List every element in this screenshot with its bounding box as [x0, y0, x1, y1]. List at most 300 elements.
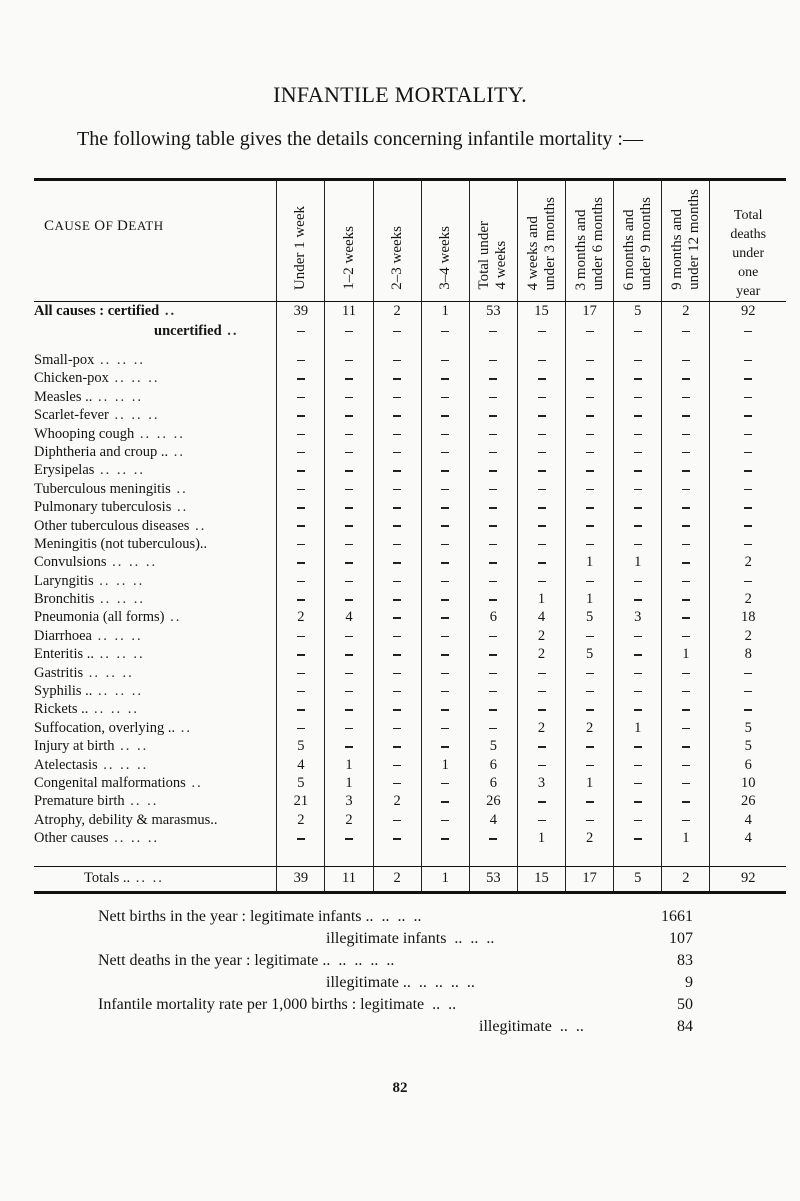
value-cell: [277, 719, 325, 737]
value-cell: [373, 701, 421, 719]
value-cell: [277, 425, 325, 443]
value-cell: [517, 480, 565, 498]
value-cell: 11: [325, 866, 373, 892]
nil-dash: [297, 673, 305, 675]
value-cell: [421, 321, 469, 341]
nil-dash: [634, 397, 642, 399]
spacer-cell: [277, 341, 325, 351]
cause-label: Enteritis .. .. .. ..: [34, 646, 145, 663]
cause-label: Whooping cough .. .. ..: [34, 425, 185, 442]
total-header-word: under: [732, 245, 765, 261]
total-header-word: Total: [733, 207, 763, 223]
spacer-cell: [421, 341, 469, 351]
value-cell: 1: [566, 774, 614, 792]
value-cell: [662, 793, 710, 811]
spacer-cell: [469, 341, 517, 351]
nil-dash: [441, 360, 449, 362]
value-cell: [662, 609, 710, 627]
nil-dash: [682, 434, 690, 436]
value-cell: 18: [710, 609, 786, 627]
nil-dash: [441, 636, 449, 638]
value-cell: [277, 498, 325, 516]
all-causes-certified-row: [34, 301, 786, 321]
value-cell: [469, 664, 517, 682]
nil-dash: [489, 709, 497, 711]
spacer-cell: [277, 848, 325, 866]
value-cell: [517, 793, 565, 811]
value-cell: [325, 590, 373, 608]
nil-dash: [393, 838, 401, 840]
row-spacer: [34, 341, 786, 351]
spacer-cell: [614, 848, 662, 866]
value-cell: 2: [277, 811, 325, 829]
value-cell: [662, 719, 710, 737]
value-cell: [325, 480, 373, 498]
value-cell: 5: [614, 866, 662, 892]
nil-dash: [393, 599, 401, 601]
cause-label: Measles .. .. .. ..: [34, 388, 144, 405]
nil-dash: [297, 489, 305, 491]
value-cell: [421, 829, 469, 847]
value-cell: [325, 664, 373, 682]
value-cell: [517, 443, 565, 461]
column-header-label: 3–4 weeks: [436, 226, 453, 290]
value-cell: [662, 774, 710, 792]
value-cell: [614, 517, 662, 535]
value-cell: [662, 351, 710, 369]
value-cell: [517, 370, 565, 388]
value-cell: [614, 793, 662, 811]
value-cell: [469, 719, 517, 737]
nil-dash: [634, 452, 642, 454]
value-cell: [325, 351, 373, 369]
cause-label: Bronchitis .. .. ..: [34, 591, 146, 608]
value-cell: [662, 554, 710, 572]
value-cell: [710, 682, 786, 700]
nil-dash: [345, 673, 353, 675]
nil-dash: [586, 691, 594, 693]
value-cell: 1: [566, 554, 614, 572]
nil-dash: [538, 562, 546, 564]
value-cell: [710, 370, 786, 388]
nil-dash: [682, 746, 690, 748]
value-cell: 53: [469, 301, 517, 321]
nil-dash: [682, 820, 690, 822]
value-cell: 5: [277, 774, 325, 792]
intro-text: The following table gives the details concerning infantile mortality :—: [77, 128, 643, 150]
nil-dash: [634, 673, 642, 675]
nil-dash: [345, 728, 353, 730]
nil-dash: [393, 507, 401, 509]
value-cell: 2: [277, 609, 325, 627]
nil-dash: [297, 544, 305, 546]
value-cell: 26: [710, 793, 786, 811]
nil-dash: [297, 507, 305, 509]
value-cell: [662, 370, 710, 388]
nil-dash: [744, 673, 752, 675]
cause-label: All causes : certified ..: [34, 303, 177, 320]
nil-dash: [345, 434, 353, 436]
value-cell: 1: [517, 829, 565, 847]
value-cell: [566, 738, 614, 756]
column-header-label: 6 months and under 9 months: [620, 196, 654, 290]
value-cell: 2: [517, 719, 565, 737]
nil-dash: [634, 838, 642, 840]
nil-dash: [744, 378, 752, 380]
nil-dash: [634, 820, 642, 822]
value-cell: [373, 719, 421, 737]
nil-dash: [297, 397, 305, 399]
nil-dash: [744, 544, 752, 546]
value-cell: [517, 351, 565, 369]
column-header: [277, 180, 325, 302]
table-row: [34, 738, 786, 756]
nil-dash: [634, 746, 642, 748]
nil-dash: [441, 562, 449, 564]
nil-dash: [393, 452, 401, 454]
value-cell: 2: [710, 590, 786, 608]
value-cell: 5: [710, 738, 786, 756]
nil-dash: [393, 673, 401, 675]
nil-dash: [682, 636, 690, 638]
spacer-cell: [469, 848, 517, 866]
value-cell: [517, 321, 565, 341]
spacer-cell: [373, 848, 421, 866]
summary-line: [98, 928, 693, 950]
summary-value: 1661: [661, 908, 693, 925]
value-cell: 4: [469, 811, 517, 829]
column-header: [325, 180, 373, 302]
row-spacer: [34, 848, 786, 866]
value-cell: [277, 554, 325, 572]
value-cell: [566, 664, 614, 682]
value-cell: [614, 590, 662, 608]
nil-dash: [297, 636, 305, 638]
nil-dash: [489, 636, 497, 638]
nil-dash: [441, 378, 449, 380]
table-row: [34, 609, 786, 627]
nil-dash: [489, 562, 497, 564]
column-header-label: Under 1 week: [292, 205, 309, 290]
cause-label: Other causes .. .. ..: [34, 830, 160, 847]
nil-dash: [297, 581, 305, 583]
value-cell: 5: [614, 301, 662, 321]
value-cell: 2: [517, 627, 565, 645]
column-header-label: 3 months and under 6 months: [572, 196, 606, 290]
value-cell: [517, 572, 565, 590]
births-deaths-summary: [98, 906, 693, 1038]
nil-dash: [682, 581, 690, 583]
value-cell: [277, 517, 325, 535]
value-cell: [662, 738, 710, 756]
value-cell: [517, 664, 565, 682]
page-number: 82: [392, 1080, 408, 1096]
nil-dash: [744, 360, 752, 362]
nil-dash: [441, 489, 449, 491]
value-cell: [325, 701, 373, 719]
value-cell: [325, 321, 373, 341]
spacer-cell: [34, 848, 277, 866]
nil-dash: [634, 434, 642, 436]
value-cell: 2: [373, 301, 421, 321]
value-cell: [277, 535, 325, 553]
value-cell: [325, 498, 373, 516]
nil-dash: [441, 470, 449, 472]
nil-dash: [538, 415, 546, 417]
value-cell: [325, 829, 373, 847]
value-cell: [469, 370, 517, 388]
value-cell: [469, 425, 517, 443]
total-header-word: deaths: [730, 226, 767, 242]
spacer-cell: [517, 848, 565, 866]
cause-of-death-header: [34, 180, 277, 302]
nil-dash: [297, 331, 305, 333]
value-cell: 53: [469, 866, 517, 892]
value-cell: [421, 535, 469, 553]
nil-dash: [393, 397, 401, 399]
summary-line: [98, 972, 693, 994]
nil-dash: [345, 331, 353, 333]
value-cell: [421, 407, 469, 425]
value-cell: [325, 425, 373, 443]
value-cell: [373, 774, 421, 792]
nil-dash: [393, 562, 401, 564]
value-cell: [421, 646, 469, 664]
value-cell: [566, 756, 614, 774]
nil-dash: [345, 489, 353, 491]
value-cell: 1: [421, 866, 469, 892]
value-cell: [277, 682, 325, 700]
table-row: [34, 664, 786, 682]
spacer-cell: [710, 848, 786, 866]
value-cell: [710, 572, 786, 590]
value-cell: [421, 462, 469, 480]
value-cell: [566, 407, 614, 425]
table-row: [34, 517, 786, 535]
nil-dash: [297, 452, 305, 454]
nil-dash: [634, 654, 642, 656]
table-row: [34, 627, 786, 645]
value-cell: [469, 388, 517, 406]
value-cell: [421, 443, 469, 461]
value-cell: [469, 646, 517, 664]
value-cell: [614, 682, 662, 700]
cause-label: Diarrhoea .. .. ..: [34, 627, 143, 644]
value-cell: [373, 535, 421, 553]
value-cell: [325, 407, 373, 425]
nil-dash: [297, 434, 305, 436]
nil-dash: [538, 434, 546, 436]
nil-dash: [586, 378, 594, 380]
summary-line: [98, 950, 693, 972]
cause-label: Suffocation, overlying .. ..: [34, 719, 192, 736]
value-cell: [614, 425, 662, 443]
nil-dash: [489, 838, 497, 840]
nil-dash: [345, 746, 353, 748]
value-cell: [277, 646, 325, 664]
nil-dash: [682, 397, 690, 399]
value-cell: [517, 738, 565, 756]
value-cell: [421, 682, 469, 700]
table-row: [34, 719, 786, 737]
value-cell: 92: [710, 866, 786, 892]
value-cell: [469, 572, 517, 590]
value-cell: [566, 388, 614, 406]
value-cell: [325, 517, 373, 535]
spacer-cell: [325, 341, 373, 351]
nil-dash: [489, 673, 497, 675]
nil-dash: [489, 360, 497, 362]
value-cell: [517, 425, 565, 443]
value-cell: [373, 407, 421, 425]
nil-dash: [586, 397, 594, 399]
nil-dash: [682, 783, 690, 785]
nil-dash: [345, 599, 353, 601]
value-cell: [662, 572, 710, 590]
value-cell: [614, 774, 662, 792]
nil-dash: [441, 654, 449, 656]
nil-dash: [489, 415, 497, 417]
nil-dash: [345, 691, 353, 693]
value-cell: 10: [710, 774, 786, 792]
nil-dash: [441, 617, 449, 619]
value-cell: [614, 664, 662, 682]
summary-label: illegitimate .. ..: [479, 1018, 584, 1035]
value-cell: [325, 738, 373, 756]
spacer-cell: [614, 341, 662, 351]
value-cell: [662, 701, 710, 719]
cause-label: Erysipelas .. .. ..: [34, 462, 146, 479]
nil-dash: [538, 452, 546, 454]
summary-line: [98, 906, 693, 928]
value-cell: 4: [517, 609, 565, 627]
nil-dash: [586, 581, 594, 583]
value-cell: [277, 370, 325, 388]
value-cell: [373, 425, 421, 443]
nil-dash: [345, 507, 353, 509]
totals-row: [34, 866, 786, 892]
value-cell: [469, 321, 517, 341]
value-cell: [373, 554, 421, 572]
nil-dash: [489, 544, 497, 546]
value-cell: [277, 572, 325, 590]
value-cell: 5: [566, 646, 614, 664]
value-cell: 39: [277, 301, 325, 321]
column-header: [421, 180, 469, 302]
nil-dash: [586, 636, 594, 638]
nil-dash: [586, 507, 594, 509]
spacer-cell: [421, 848, 469, 866]
column-header-label: 1–2 weeks: [340, 226, 357, 290]
nil-dash: [682, 728, 690, 730]
cause-label: Syphilis .. .. .. ..: [34, 683, 144, 700]
nil-dash: [634, 636, 642, 638]
value-cell: [662, 443, 710, 461]
total-header-word: one: [738, 264, 759, 280]
value-cell: [469, 498, 517, 516]
cause-label: Meningitis (not tuberculous)..: [34, 535, 208, 552]
nil-dash: [682, 765, 690, 767]
value-cell: 2: [566, 719, 614, 737]
nil-dash: [297, 654, 305, 656]
value-cell: [566, 462, 614, 480]
table-row: [34, 535, 786, 553]
value-cell: [614, 388, 662, 406]
value-cell: 8: [710, 646, 786, 664]
cause-label: Convulsions .. .. ..: [34, 554, 158, 571]
value-cell: [469, 627, 517, 645]
nil-dash: [634, 691, 642, 693]
table-row: [34, 370, 786, 388]
nil-dash: [538, 673, 546, 675]
value-cell: 1: [566, 590, 614, 608]
nil-dash: [393, 581, 401, 583]
cause-label: Premature birth .. ..: [34, 793, 159, 810]
value-cell: 17: [566, 866, 614, 892]
summary-line: [98, 994, 693, 1016]
value-cell: [421, 627, 469, 645]
value-cell: [421, 774, 469, 792]
summary-label: Nett deaths in the year : legitimate .. .. .. .. ..: [98, 952, 395, 969]
value-cell: [373, 682, 421, 700]
value-cell: [325, 646, 373, 664]
nil-dash: [297, 562, 305, 564]
value-cell: [469, 517, 517, 535]
summary-label: illegitimate .. .. .. .. ..: [326, 974, 475, 991]
value-cell: [373, 609, 421, 627]
value-cell: [614, 829, 662, 847]
value-cell: [710, 498, 786, 516]
value-cell: [421, 480, 469, 498]
nil-dash: [441, 397, 449, 399]
spacer-cell: [325, 848, 373, 866]
summary-line: [98, 1016, 693, 1038]
summary-label: illegitimate infants .. .. ..: [326, 930, 495, 947]
cause-label: Tuberculous meningitis ..: [34, 480, 188, 497]
value-cell: [566, 811, 614, 829]
value-cell: 4: [325, 609, 373, 627]
value-cell: [710, 321, 786, 341]
summary-value: 50: [677, 996, 693, 1013]
nil-dash: [682, 709, 690, 711]
column-header: [469, 180, 517, 302]
value-cell: 1: [325, 756, 373, 774]
value-cell: [325, 554, 373, 572]
nil-dash: [345, 654, 353, 656]
column-header-label: 4 weeks and under 3 months: [524, 196, 558, 290]
value-cell: [325, 572, 373, 590]
value-cell: 5: [469, 738, 517, 756]
nil-dash: [744, 397, 752, 399]
table-row: [34, 443, 786, 461]
nil-dash: [744, 581, 752, 583]
nil-dash: [489, 397, 497, 399]
nil-dash: [586, 544, 594, 546]
nil-dash: [538, 691, 546, 693]
value-cell: [662, 664, 710, 682]
nil-dash: [634, 331, 642, 333]
value-cell: [277, 388, 325, 406]
cause-label: Scarlet-fever .. .. ..: [34, 407, 160, 424]
summary-value: 83: [677, 952, 693, 969]
nil-dash: [393, 434, 401, 436]
nil-dash: [634, 581, 642, 583]
value-cell: [662, 756, 710, 774]
nil-dash: [489, 470, 497, 472]
value-cell: [710, 425, 786, 443]
nil-dash: [682, 507, 690, 509]
nil-dash: [345, 581, 353, 583]
